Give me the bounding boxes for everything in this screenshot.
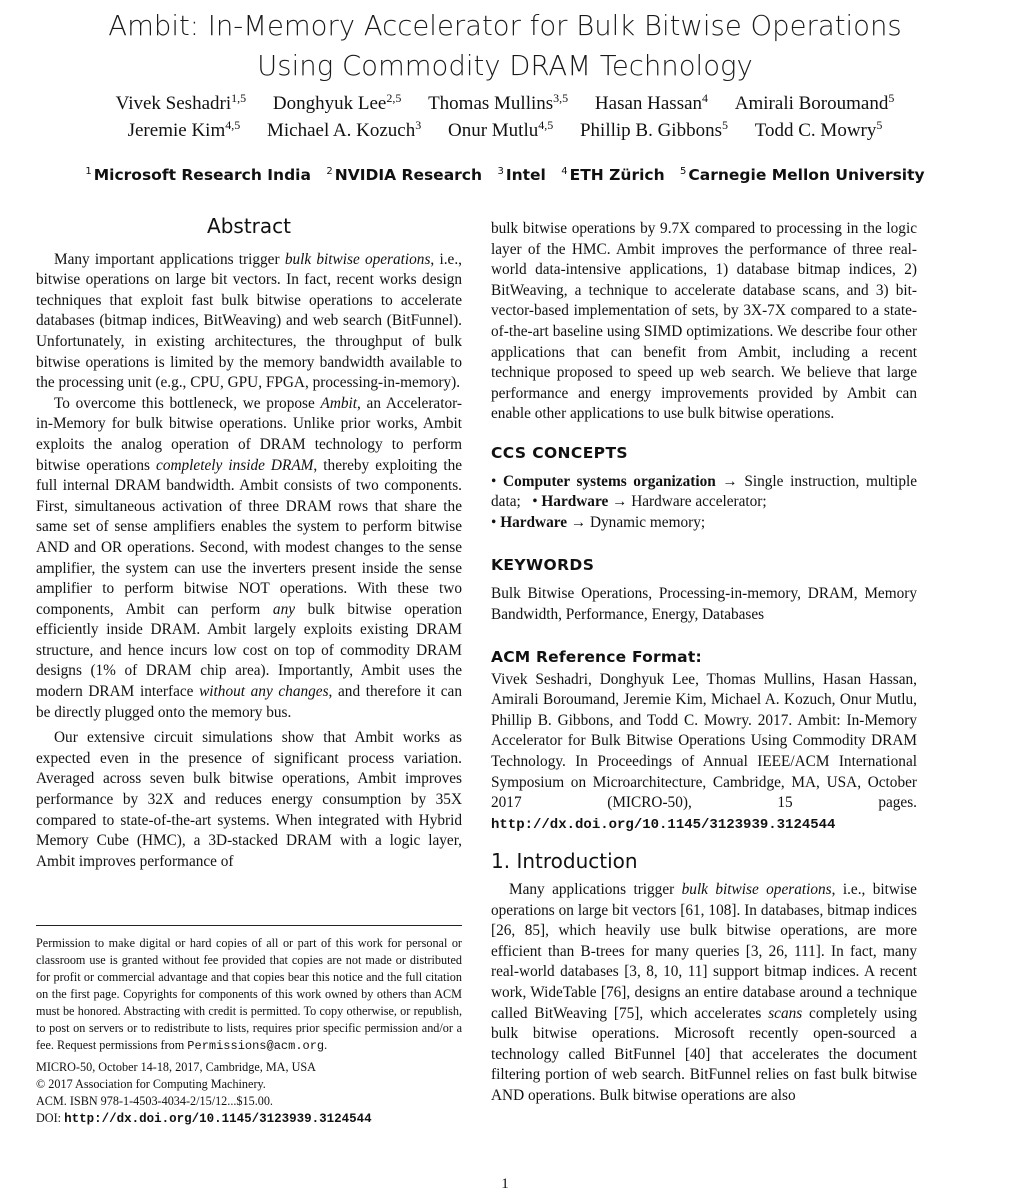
title-line-2: Using Commodity DRAM Technology: [257, 50, 753, 82]
paper-title: [0, 6, 1010, 86]
affiliation: $^2$ NVIDIA Research: [326, 166, 483, 184]
doi-line: DOI: http://dx.doi.org/10.1145/3123939.3124544: [36, 1111, 372, 1126]
abstract-paragraph-2: To overcome this bottleneck, we propose Ambit, an Accelerator-in-Memory for bulk bitwise operations. Unlike prior works, Ambit exploits the analog operation of DRAM technology to perform bitwise operations completely inside DRAM, thereby exploiting the full internal DRAM bandwidth. Ambit consists of two components. First, simultaneous activation of three DRAM rows that share the same set of sense amplifiers enables the system to perform bitwise AND and OR operations. Second, with modest changes to the sense amplifier, the system can use the inverters present inside the sense amplifier to perform bitwise NOT operations. With these two components, Ambit can perform any bulk bitwise operation efficiently inside DRAM. Ambit largely exploits existing DRAM structure, and hence incurs low cost on top of commodity DRAM designs (1% of DRAM chip area). Importantly, Ambit uses the modern DRAM interface without any changes, and therefore it can be directly plugged onto the memory bus.: [36, 394, 463, 721]
acm-reference-text: Vivek Seshadri, Donghyuk Lee, Thomas Mullins, Hasan Hassan, Amirali Boroumand, Jeremie Kim, Michael A. Kozuch, Onur Mutlu, Phillip B. Gibbons, and Todd C. Mowry. 2017. Ambit: In-Memory Accelerator for Bulk Bitwise Operations Using Commodity DRAM Technology. In Proceedings of Annual IEEE/ACM International Symposium on Microarchitecture, Cambridge, MA, USA, October 2017 (MICRO-50), 15 pages. http://dx.doi.org/10.1145/3123939.3124544: [491, 670, 917, 833]
footnote-divider: [36, 925, 462, 926]
author: Vivek Seshadri$^{1,5}$: [115, 91, 247, 114]
publication-metadata: [36, 1059, 462, 1128]
introduction-paragraph: Many applications trigger bulk bitwise operations, i.e., bitwise operations on large bit vectors [61, 108]. In databases, bitmap indices [26, 85], which heavily use bulk bitwise operations, are more efficient than B-trees for many queries [3, 26, 111]. In fact, many real-world databases [3, 8, 10, 11] support bitmap indices. A recent work, WideTable [76], designs an entire database around a technique called BitWeaving [75], which accelerates scans completely using bulk bitwise operations. Microsoft recently open-sourced a technology called BitFunnel [40] that accelerates the document filtering portion of web search. BitFunnel relies on fast bulk bitwise AND operations. Bulk bitwise operations are also: [491, 881, 918, 1104]
author-row-1: [0, 90, 1010, 117]
abstract-paragraph-1: Many important applications trigger bulk bitwise operations, i.e., bitwise operations on large bit vectors. In fact, recent works design techniques that exploit fast bulk bitwise operations to accelerate databases (bitmap indices, BitWeaving) and web search (BitFunnel). Unfortunately, in existing architectures, the throughput of bulk bitwise operations is limited by the memory bandwidth available to the processing unit (e.g., CPU, GPU, FPGA, processing-in-memory).: [36, 250, 462, 392]
author: Amirali Boroumand$^5$: [734, 91, 895, 114]
author: Michael A. Kozuch$^3$: [266, 118, 422, 141]
abstract-heading: Abstract: [207, 214, 291, 238]
author: Todd C. Mowry$^5$: [754, 118, 883, 141]
affiliation: $^5$ Carnegie Mellon University: [680, 166, 925, 184]
ccs-concepts-heading: CCS CONCEPTS: [491, 443, 628, 462]
author: Jeremie Kim$^{4,5}$: [127, 118, 241, 141]
conference-info: MICRO-50, October 14-18, 2017, Cambridge, MA, USA: [36, 1060, 316, 1074]
page-number: 1: [501, 1176, 509, 1192]
isbn-line: ACM. ISBN 978-1-4503-4034-2/15/12...$15.00.: [36, 1094, 273, 1108]
affiliation: $^3$ Intel: [497, 166, 546, 184]
author: Donghyuk Lee$^{2,5}$: [272, 91, 402, 114]
left-column: [36, 212, 462, 872]
affiliation-list: [0, 166, 1010, 184]
affiliation: $^4$ ETH Zürich: [561, 166, 665, 184]
copyright-footnote: [36, 935, 462, 1128]
author: Onur Mutlu$^{4,5}$: [447, 118, 554, 141]
ccs-concepts-list: • Computer systems organization → Single instruction, multiple data; • Hardware → Hardware accelerator; • Hardware → Dynamic memory;: [491, 472, 918, 531]
keywords-heading: KEYWORDS: [491, 556, 595, 575]
keywords-text: Bulk Bitwise Operations, Processing-in-memory, DRAM, Memory Bandwidth, Performance, Energy, Databases: [491, 584, 917, 623]
acm-reference-doi-link[interactable]: http://dx.doi.org/10.1145/3123939.3124544: [491, 816, 836, 833]
author: Thomas Mullins$^{3,5}$: [428, 91, 569, 114]
abstract-paragraph-3: Our extensive circuit simulations show that Ambit works as expected even in the presence of significant process variation. Averaged across seven bulk bitwise operations, Ambit improves performance by 32X and reduces energy consumption by 35X compared to state-of-the-art systems. When integrated with Hybrid Memory Cube (HMC), a 3D-stacked DRAM with a logic layer, Ambit improves performance of: [36, 729, 462, 870]
abstract-paragraph-3-continued: bulk bitwise operations by 9.7X compared to processing in the logic layer of the HMC. Ambit improves the performance of three real-world data-intensive applications, 1) database bitmap indices, 2) BitWeaving, a technique to accelerate database scans, and 3) bit-vector-based implementation of sets, by 3X-7X compared to a state-of-the-art baseline using SIMD optimizations. We describe four other applications that can benefit from Ambit, including a recent technique proposed to speed up web search. We believe that large performance and energy improvements provided by Ambit can enable other applications to use bulk bitwise operations.: [491, 220, 917, 423]
author-list: [0, 90, 1010, 144]
author: Hasan Hassan$^4$: [594, 91, 709, 114]
introduction-heading: 1. Introduction: [491, 849, 638, 874]
acm-reference-heading: ACM Reference Format:: [491, 648, 702, 667]
affiliation: $^1$ Microsoft Research India: [85, 166, 311, 184]
title-line-1: Ambit: In-Memory Accelerator for Bulk Bitwise Operations: [108, 10, 902, 42]
doi-link[interactable]: http://dx.doi.org/10.1145/3123939.3124544: [64, 1112, 372, 1126]
copyright-line: © 2017 Association for Computing Machinery.: [36, 1077, 266, 1091]
right-column: [491, 219, 917, 1107]
author-row-2: [0, 117, 1010, 144]
permissions-email[interactable]: Permissions@acm.org: [187, 1039, 325, 1053]
author: Phillip B. Gibbons$^5$: [579, 118, 728, 141]
permission-notice: Permission to make digital or hard copies of all or part of this work for personal or classroom use is granted without fee provided that copies are not made or distributed for profit or commercial advantage and that copies bear this notice and the full citation on the first page. Copyrights for components of this work owned by others than ACM must be honored. Abstracting with credit is permitted. To copy otherwise, or republish, to post on servers or to redistribute to lists, requires prior specific permission and/or a fee. Request permissions from Permissions@acm.org.: [36, 936, 462, 1053]
